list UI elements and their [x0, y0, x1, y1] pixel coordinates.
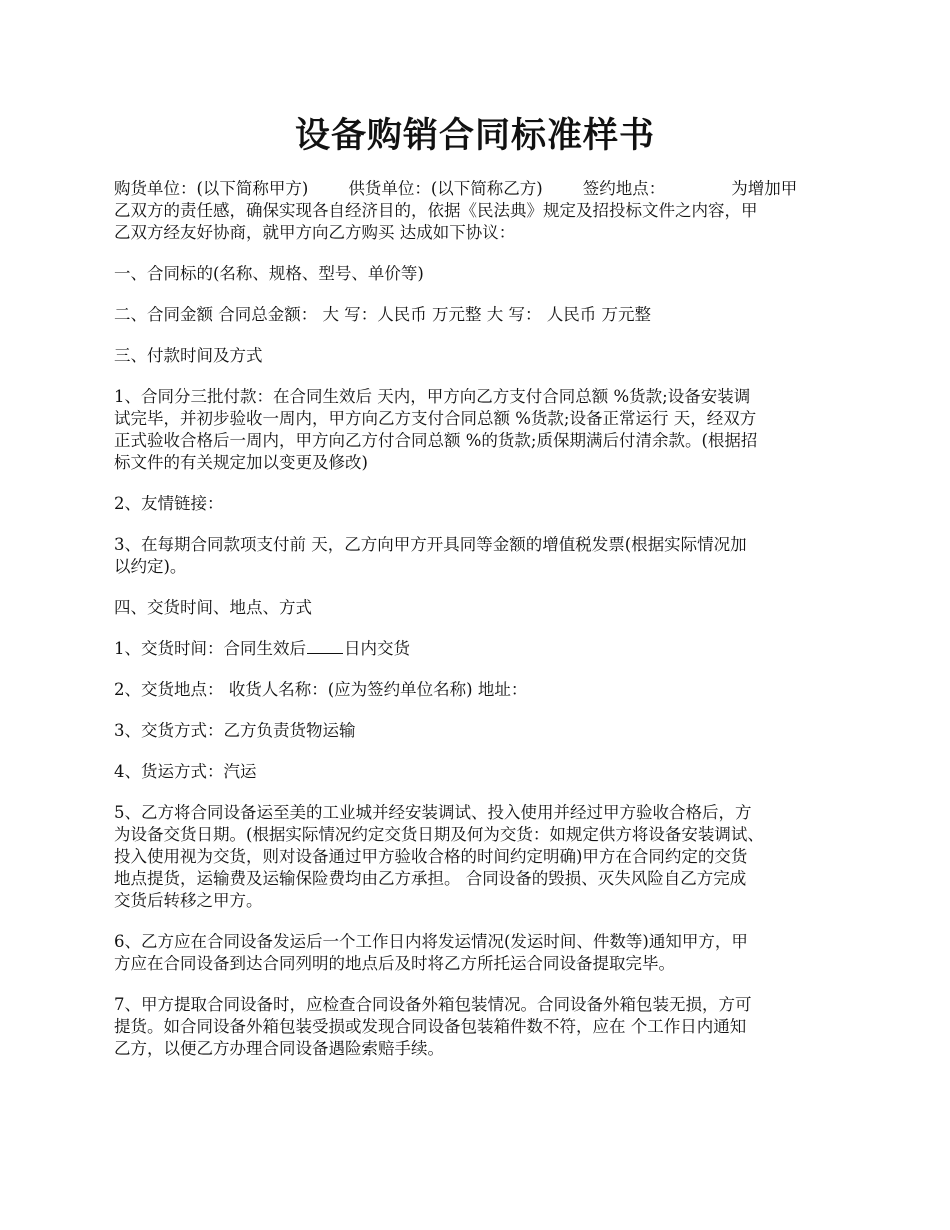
paragraph-line: 1、合同分三批付款：在合同生效后 天内，甲方向乙方支付合同总额 %货款;设备安装调: [114, 387, 751, 406]
paragraph-line: 标文件的有关规定加以变更及修改): [114, 453, 368, 472]
supplier-unit-label: 供货单位：(以下简称乙方): [348, 179, 543, 198]
paragraph-line: 投入使用视为交货，则对设备通过甲方验收合格的时间约定明确)甲方在合同约定的交货: [114, 847, 748, 866]
paragraph-line: 地点提货，运输费及运输保险费均由乙方承担。 合同设备的毁损、灭失风险自乙方完成: [114, 869, 747, 888]
paragraph-line: 交货后转移之甲方。: [114, 891, 263, 910]
paragraph-line: 5、乙方将合同设备运至美的工业城并经安装调试、投入使用并经过甲方验收合格后，方: [114, 803, 752, 822]
intro-paragraph: [114, 178, 840, 244]
intro-line-1: [114, 178, 840, 200]
document-title: 设备购销合同标准样书: [294, 115, 655, 156]
signing-place-label: 签约地点：: [582, 179, 666, 198]
paragraph-line: 提货。如合同设备外箱包装受损或发现合同设备包装箱件数不符，应在 个工作日内通知: [114, 1017, 747, 1036]
delivery-time-prefix: 1、交货时间：合同生效后: [114, 639, 306, 658]
delivery-time-clause: [114, 638, 840, 660]
paragraph-line: 6、乙方应在合同设备发运后一个工作日内将发运情况(发运时间、件数等)通知甲方，甲: [114, 932, 748, 951]
section-1-heading: 一、合同标的(名称、规格、型号、单价等): [114, 264, 424, 283]
paragraph-line: 为设备交货日期。(根据实际情况约定交货日期及何为交货：如规定供方将设备安装调试、: [114, 825, 764, 844]
paragraph-line: 试完毕，并初步验收一周内，甲方向乙方支付合同总额 %货款;设备正常运行 天，经双方: [114, 409, 757, 428]
friend-links: 2、友情链接：: [114, 494, 224, 513]
paragraph-line: 7、甲方提取合同设备时，应检查合同设备外箱包装情况。合同设备外箱包装无损，方可: [114, 995, 752, 1014]
section-2-heading: 二、合同金额 合同总金额： 大 写：人民币 万元整 大 写： 人民币 万元整: [114, 305, 651, 324]
document-body: [114, 178, 840, 1079]
blank-line: [307, 638, 343, 654]
paragraph-line: 方应在合同设备到达合同列明的地点后及时将乙方所托运合同设备提取完毕。: [114, 954, 675, 973]
delivery-method-clause: 3、交货方式：乙方负责货物运输: [114, 721, 356, 740]
delivery-clause-7: [114, 994, 840, 1060]
delivery-time-suffix: 日内交货: [344, 639, 410, 658]
intro-line-2: 乙双方的责任感，确保实现各自经济目的，依据《民法典》规定及招投标文件之内容，甲: [114, 201, 758, 220]
intro-text-start: 为增加甲: [731, 179, 798, 198]
paragraph-line: 正式验收合格后一周内，甲方向乙方付合同总额 %的货款;质保期满后付清余款。(根据招: [114, 431, 758, 450]
section-4-heading: 四、交货时间、地点、方式: [114, 598, 312, 617]
payment-clause-3: [114, 534, 840, 578]
transport-method-clause: 4、货运方式：汽运: [114, 762, 257, 781]
delivery-clause-6: [114, 931, 840, 975]
delivery-place-clause: 2、交货地点： 收货人名称：(应为签约单位名称) 地址：: [114, 680, 528, 699]
delivery-clause-5: [114, 802, 840, 912]
buyer-unit-label: 购货单位：(以下简称甲方): [114, 179, 309, 198]
paragraph-line: 3、在每期合同款项支付前 天，乙方向甲方开具同等金额的增值税发票(根据实际情况加: [114, 535, 747, 554]
paragraph-line: 乙方，以便乙方办理合同设备遇险索赔手续。: [114, 1039, 444, 1058]
paragraph-line: 以约定)。: [114, 557, 187, 576]
section-3-heading: 三、付款时间及方式: [114, 346, 263, 365]
payment-clause-1: [114, 386, 840, 474]
intro-line-3: 乙双方经友好协商，就甲方向乙方购买 达成如下协议：: [114, 223, 516, 242]
